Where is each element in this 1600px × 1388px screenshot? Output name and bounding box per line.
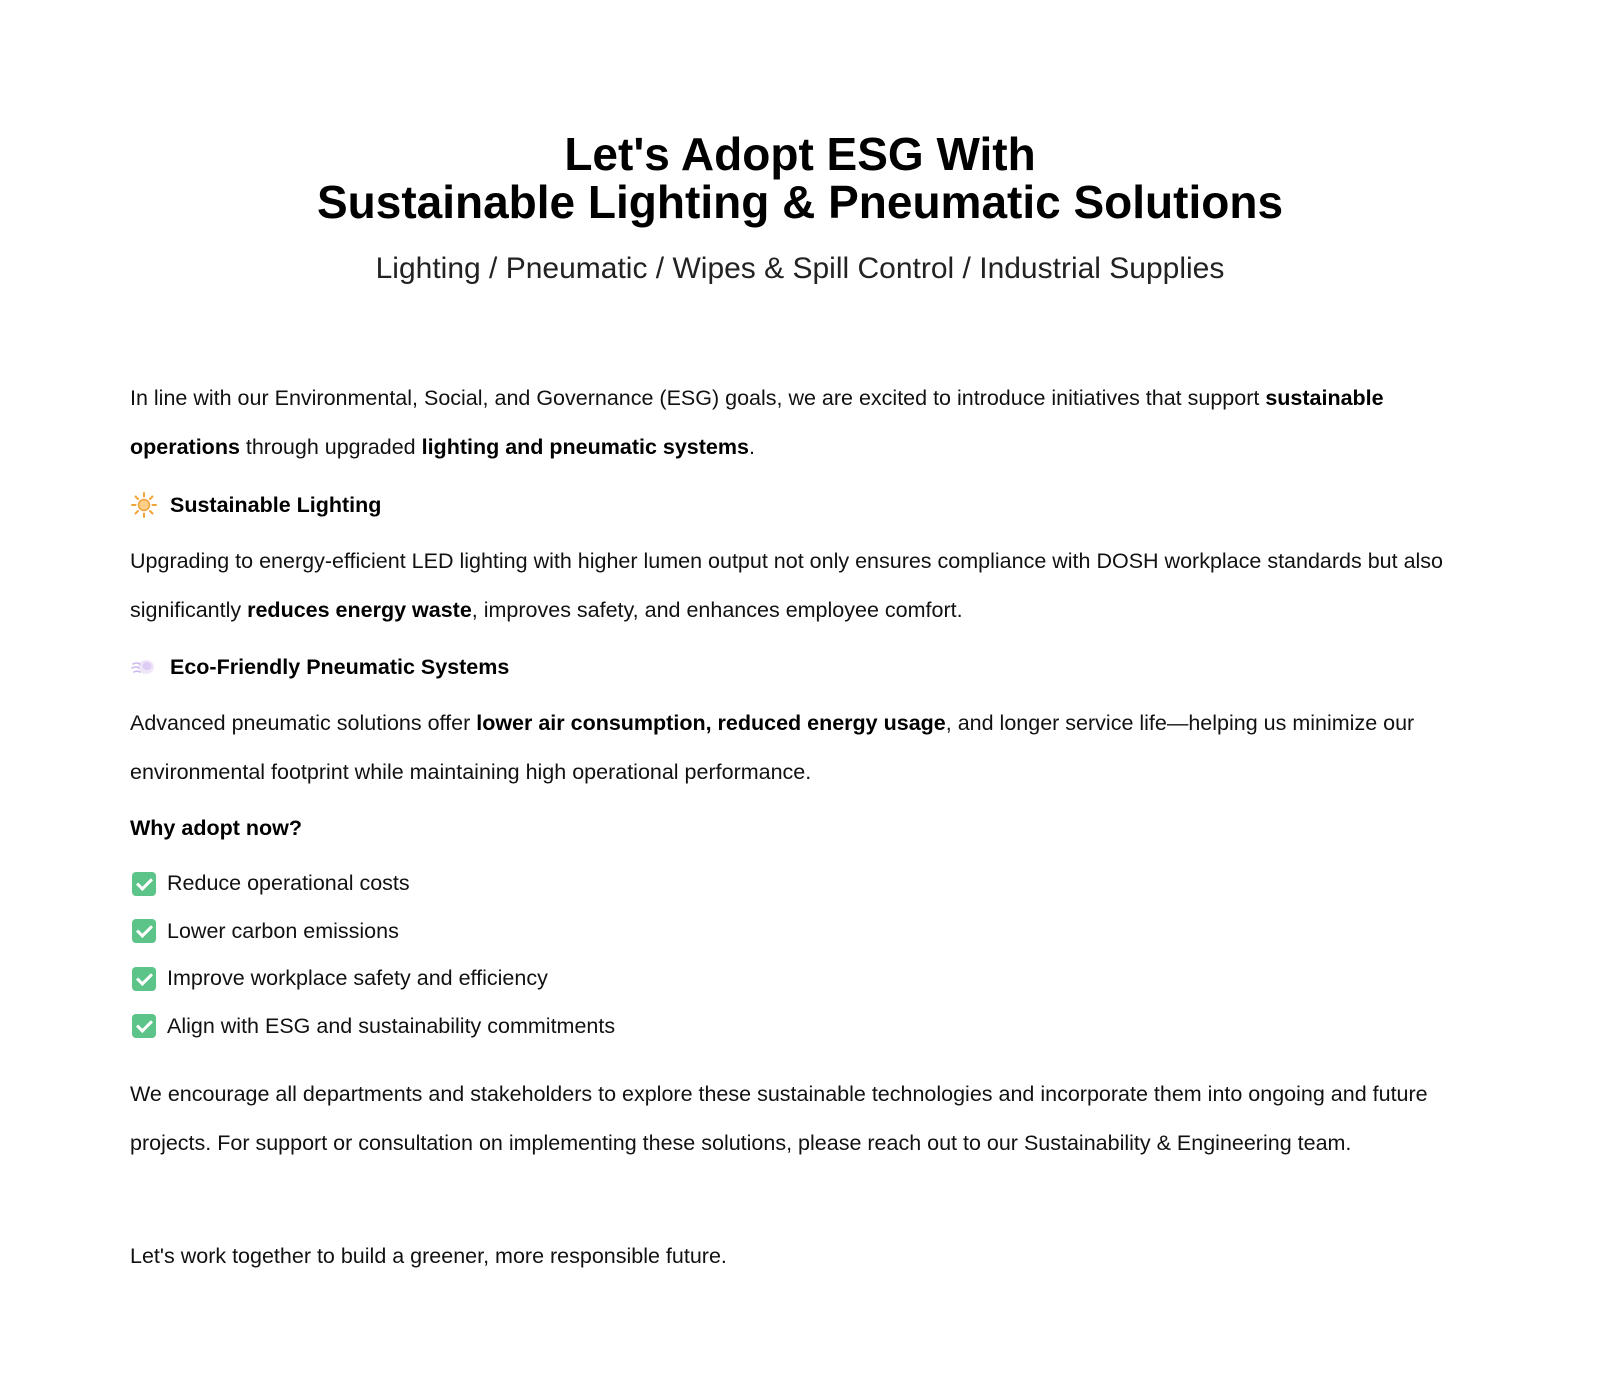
section-heading-lighting-label: Sustainable Lighting	[170, 493, 382, 517]
intro-paragraph: In line with our Environmental, Social, and Governance (ESG) goals, we are excited to introduce initiatives that support sustainable operations through upgraded lighting and pneumatic systems.	[130, 386, 1384, 459]
wind-icon	[130, 653, 158, 681]
page-title-line-1: Let's Adopt ESG With	[564, 128, 1036, 180]
sun-icon	[130, 491, 158, 519]
list-item	[132, 955, 615, 1003]
list-item	[132, 860, 615, 908]
section-heading-pneumatic-label: Eco-Friendly Pneumatic Systems	[170, 655, 510, 679]
list-item-label: Align with ESG and sustainability commitments	[167, 1013, 616, 1038]
why-adopt-heading: Why adopt now?	[130, 816, 302, 840]
benefits-checklist	[132, 860, 615, 1050]
page-subtitle: Lighting / Pneumatic / Wipes & Spill Control / Industrial Supplies	[375, 252, 1225, 285]
list-item	[132, 908, 615, 956]
section-heading-lighting	[130, 490, 381, 520]
section-heading-pneumatic	[130, 652, 509, 682]
pneumatic-paragraph: Advanced pneumatic solutions offer lower air consumption, reduced energy usage, and longer service life—helping us minimize our environmental footprint while maintaining high operational performance.	[130, 711, 1415, 784]
list-item-label: Lower carbon emissions	[167, 918, 399, 943]
check-mark-icon	[132, 919, 156, 943]
list-item	[132, 1003, 615, 1051]
list-item-label: Improve workplace safety and efficiency	[167, 966, 548, 991]
list-item-label: Reduce operational costs	[167, 871, 410, 896]
check-mark-icon	[132, 872, 156, 896]
check-mark-icon	[132, 1014, 156, 1038]
check-mark-icon	[132, 967, 156, 991]
final-statement: Let's work together to build a greener, more responsible future.	[130, 1244, 727, 1268]
page-title-line-2: Sustainable Lighting & Pneumatic Solutions	[316, 176, 1284, 228]
closing-paragraph: We encourage all departments and stakeholders to explore these sustainable technologies and incorporate them into ongoing and future projects. For support or consultation on implementing these solutions, please reach out to our Sustainability & Engineering team.	[130, 1082, 1428, 1155]
lighting-paragraph: Upgrading to energy-efficient LED lighting with higher lumen output not only ensures compliance with DOSH workplace standards but also significantly reduces energy waste, improves safety, and enhances employee comfort.	[130, 549, 1444, 622]
